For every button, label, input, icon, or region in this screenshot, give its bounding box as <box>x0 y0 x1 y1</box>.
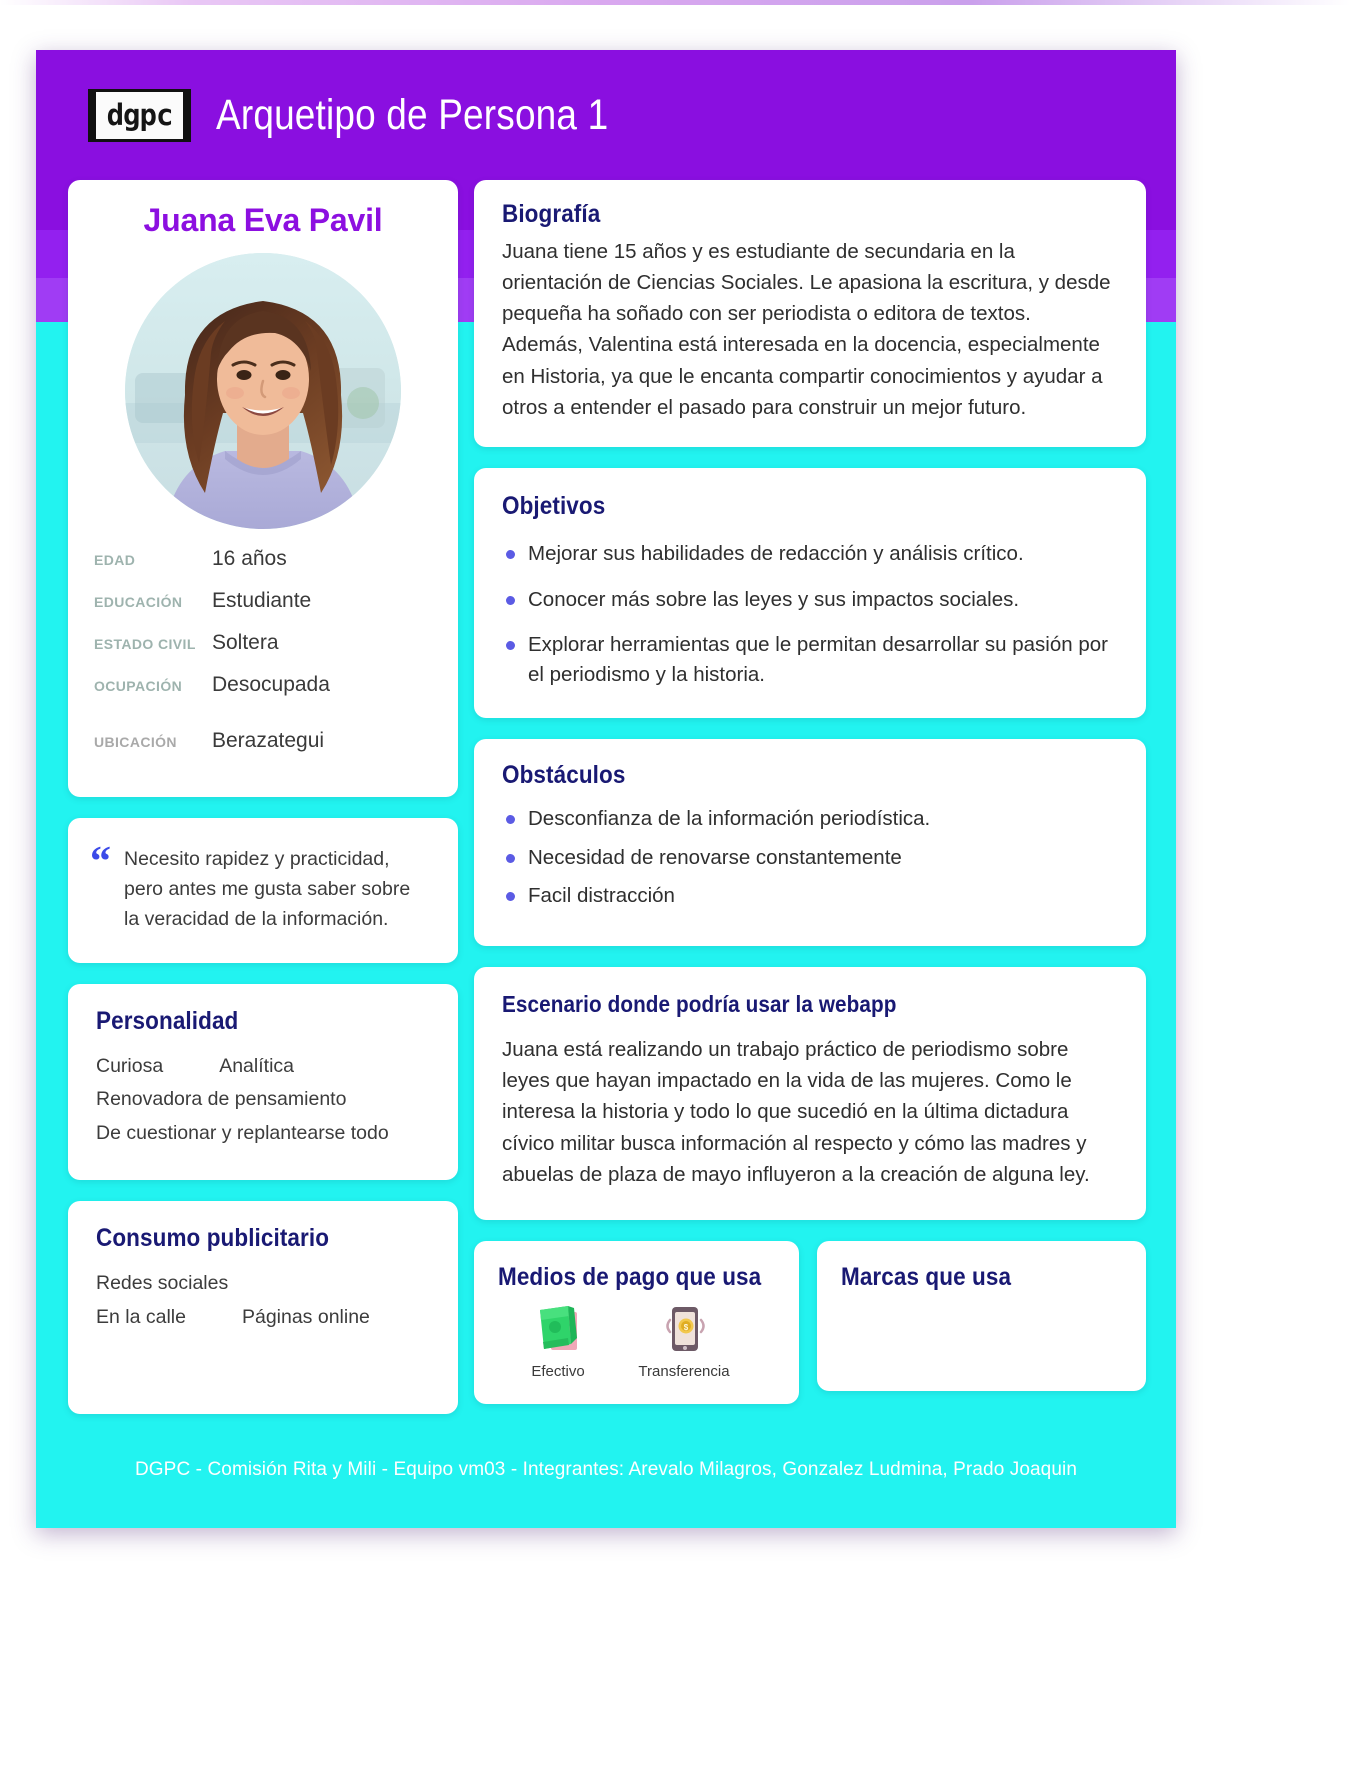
fact-label-ubicacion: UBICACIÓN <box>94 734 177 750</box>
fact-label-edad: EDAD <box>94 552 136 568</box>
objetivos-list <box>502 539 1116 690</box>
consumo-row <box>96 1301 430 1335</box>
fact-row <box>94 547 432 571</box>
personalidad-trait: Renovadora de pensamiento <box>96 1088 347 1111</box>
objetivo-item: Explorar herramientas que le permitan desarrollar su pasión por el periodismo y la historia. <box>502 630 1116 689</box>
obstaculo-item: Desconfianza de la información periodística. <box>502 804 1116 835</box>
medios-pago-items <box>498 1302 779 1380</box>
fact-row <box>94 589 432 613</box>
avatar <box>125 253 401 529</box>
fact-label-ocupacion: OCUPACIÓN <box>94 678 183 694</box>
dgpc-logo <box>93 89 186 142</box>
marcas-que-usa-card <box>817 1241 1146 1391</box>
cash-bill-icon <box>512 1302 604 1358</box>
escenario-text: Juana está realizando un trabajo práctico de periodismo sobre leyes que hayan impactado en la vida de las mujeres. Como le interesa la historia y todo lo que sucedió en la última dictadura cívico militar busca información al respecto y cómo las madres y abuelas de plaza de mayo influyeron a la creación de alguna ley. <box>502 1038 1090 1186</box>
personalidad-title: Personalidad <box>96 1006 239 1035</box>
biografia-title: Biografía <box>502 200 601 228</box>
personalidad-trait: De cuestionar y replantearse todo <box>96 1121 389 1144</box>
obstaculos-list <box>502 804 1116 912</box>
medio-pago-item <box>638 1302 730 1380</box>
page-title: Arquetipo de Persona 1 <box>216 90 609 139</box>
dgpc-logo-text: dgpc <box>106 97 173 132</box>
biografia-text: Juana tiene 15 años y es estudiante de secundaria en la orientación de Ciencias Sociales. Le apasiona la escritura, y desde pequeña ha soñado con ser periodista o editora de textos. Además, Valentina está interesada en la docencia, especialmente en Historia, ya que le encanta compartir conocimientos y ayudar a otros a entender el pasado para construir un mejor futuro. <box>502 240 1111 419</box>
objetivos-title: Objetivos <box>502 491 606 520</box>
fact-value-ocupacion: Desocupada <box>212 673 330 696</box>
poster-body <box>36 180 1176 1435</box>
phone-transfer-icon <box>638 1302 730 1358</box>
obstaculos-card <box>474 739 1146 946</box>
quote-card <box>68 818 458 963</box>
medio-pago-label: Efectivo <box>531 1362 585 1380</box>
personalidad-row <box>96 1050 430 1084</box>
right-column <box>474 180 1146 1425</box>
consumo-title: Consumo publicitario <box>96 1224 330 1253</box>
escenario-card <box>474 967 1146 1220</box>
consumo-item: Redes sociales <box>96 1272 229 1295</box>
quote-open-icon: “ <box>90 839 111 885</box>
profile-facts <box>94 547 432 753</box>
fact-row <box>94 631 432 655</box>
escenario-title: Escenario donde podría usar la webapp <box>502 991 897 1018</box>
consumo-item: Páginas online <box>241 1305 370 1328</box>
personalidad-list <box>96 1050 430 1151</box>
quote-line-3: la veracidad de la información. <box>124 908 389 931</box>
medio-pago-label: Transferencia <box>638 1362 730 1380</box>
personalidad-trait: Curiosa <box>96 1054 164 1077</box>
persona-name: Juana Eva Pavil <box>143 202 383 238</box>
persona-poster <box>36 50 1176 1528</box>
fact-value-ubicacion: Berazategui <box>212 729 325 752</box>
medio-pago-item <box>512 1302 604 1380</box>
obstaculo-item: Necesidad de renovarse constantemente <box>502 843 1116 874</box>
fact-label-educacion: EDUCACIÓN <box>94 594 183 610</box>
consumo-list <box>96 1267 430 1334</box>
fact-row <box>94 729 432 753</box>
personalidad-trait: Analítica <box>219 1054 294 1077</box>
poster-footer: DGPC - Comisión Rita y Mili - Equipo vm03 - Integrantes: Arevalo Milagros, Gonzalez Ludmina, Prado Joaquin <box>134 1459 1077 1480</box>
bottom-row <box>474 1241 1146 1425</box>
fact-value-edad: 16 años <box>212 547 287 570</box>
personalidad-card <box>68 984 458 1181</box>
profile-card <box>68 180 458 797</box>
quote-line-2: pero antes me gusta saber sobre <box>124 878 411 901</box>
svg-text:$: $ <box>683 1322 689 1332</box>
objetivo-item: Mejorar sus habilidades de redacción y análisis crítico. <box>502 539 1116 569</box>
avatar-photo-icon <box>125 253 401 529</box>
medios-pago-title: Medios de pago que usa <box>498 1262 762 1291</box>
fact-value-educacion: Estudiante <box>212 589 312 612</box>
marcas-title: Marcas que usa <box>841 1262 1012 1291</box>
objetivos-card <box>474 468 1146 718</box>
obstaculos-title: Obstáculos <box>502 760 626 789</box>
obstaculo-item: Facil distracción <box>502 881 1116 912</box>
quote-text <box>124 844 410 935</box>
quote-line-1: Necesito rapidez y practicidad, <box>124 848 390 870</box>
consumo-publicitario-card <box>68 1201 458 1414</box>
fact-row <box>94 673 432 697</box>
biografia-card <box>474 180 1146 447</box>
fact-value-estado-civil: Soltera <box>212 631 279 654</box>
medios-de-pago-card <box>474 1241 799 1404</box>
left-column <box>68 180 458 1435</box>
objetivo-item: Conocer más sobre las leyes y sus impactos sociales. <box>502 585 1116 615</box>
consumo-item: En la calle <box>96 1305 186 1328</box>
fact-label-estado-civil: ESTADO CIVIL <box>94 636 196 652</box>
poster-header <box>36 50 1176 180</box>
page-top-rule <box>0 0 1350 5</box>
